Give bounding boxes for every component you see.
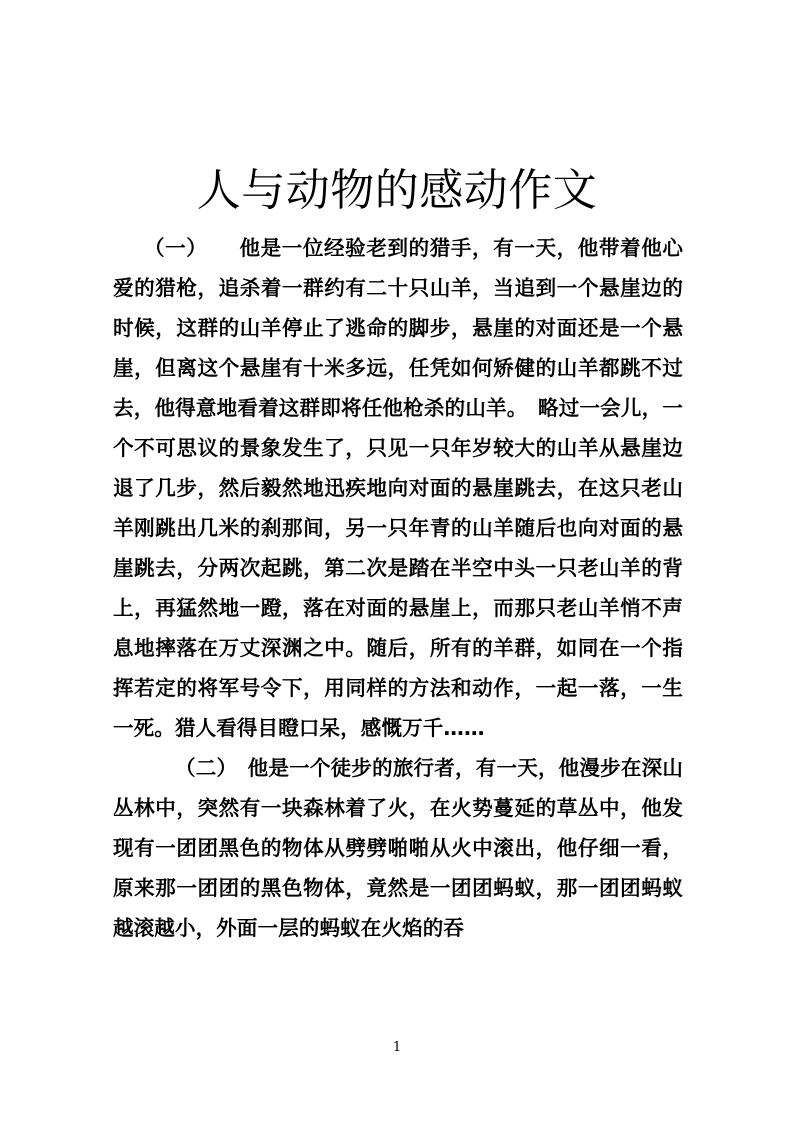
paragraph-one: （一） 他是一位经验老到的猎手，有一天，他带着他心爱的猎枪，追杀着一群约有二十只山羊，当追到一个悬崖边的时候，这群的山羊停止了逃命的脚步，悬崖的对面还是一个悬崖，但离这个悬崖有十米多远，任凭如何矫健的山羊都跳不过去，他得意地看着这群即将任他枪杀的山羊。 略过一会儿，一个不可思议的景象发生了，只见一只年岁较大的山羊从悬崖边退了几步，然后毅然地迅疾地向对面的悬崖跳去，在这只老山羊刚跳出几米的刹那间，另一只年青的山羊随后也向对面的悬崖跳去，分两次起跳，第二次是踏在半空中头一只老山羊的背上，再猛然地一蹬，落在对面的悬崖上，而那只老山羊悄不声息地摔落在万丈深渊之中。随后，所有的羊群，如同在一个指挥若定的将军号令下，用同样的方法和动作，一起一落，一生一死。猎人看得目瞪口呆，感慨万千…… <box>113 236 683 740</box>
page-title: 人与动物的感动作文 <box>196 165 598 217</box>
document-body <box>113 228 683 948</box>
page-number: 1 <box>392 1040 402 1055</box>
paragraph-two: （二） 他是一个徒步的旅行者，有一天，他漫步在深山丛林中，突然有一块森林着了火，在火势蔓延的草丛中，他发现有一团团黑色的物体从劈劈啪啪从火中滚出，他仔细一看，原来那一团团的黑色物体，竟然是一团团蚂蚁，那一团团蚂蚁越滚越小，外面一层的蚂蚁在火焰的吞 <box>113 756 683 940</box>
